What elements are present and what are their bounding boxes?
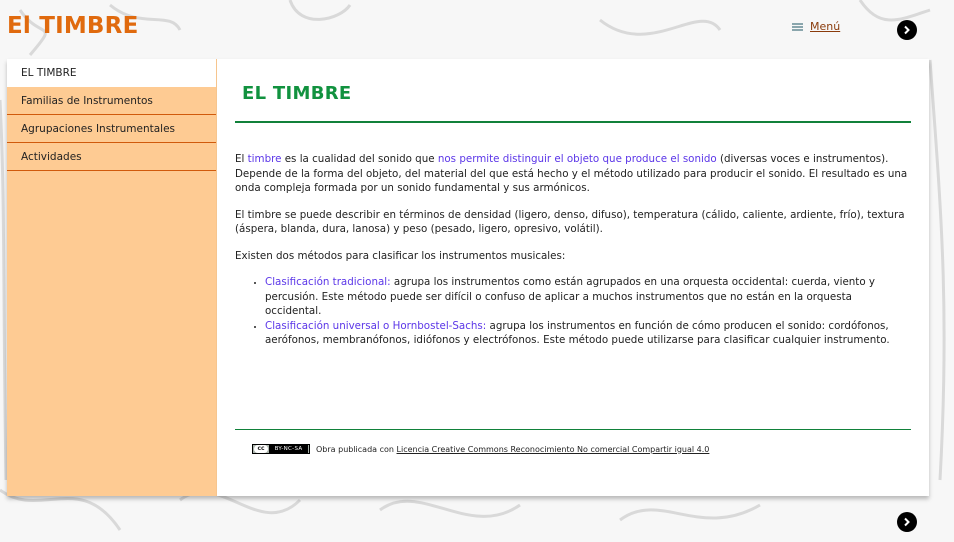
paragraph-description: El timbre se puede describir en términos de densidad (ligero, denso, difuso), temperatura (cálido, caliente, ardiente, frío), textura (áspera, blanda, dura, lanosa) y peso (pesado, ligero, opresivo, volátil).	[235, 208, 905, 235]
footer-divider	[235, 429, 911, 430]
cc-icon: cc	[254, 445, 268, 453]
sidebar-nav	[7, 59, 217, 496]
license-link[interactable]: Licencia Creative Commons Reconocimiento No comercial Compartir igual 4.0	[396, 444, 710, 454]
cc-license-badge[interactable]: cc BY-NC-SA	[252, 444, 310, 454]
classification-list	[265, 275, 911, 348]
sidebar-item-el-timbre[interactable]: EL TIMBRE	[7, 59, 216, 87]
main-content	[217, 59, 929, 496]
next-page-button-top[interactable]	[897, 20, 917, 40]
sidebar-item-familias[interactable]: Familias de Instrumentos	[7, 87, 216, 115]
link-clasificacion-universal[interactable]: Clasificación universal o Hornbostel-Sachs:	[265, 319, 487, 332]
chevron-right-icon	[902, 25, 912, 35]
paragraph-definition: El timbre es la cualidad del sonido que nos permite distinguir el objeto que produce el sonido (diversas voces e instrumentos). Depende de la forma del objeto, del material del que está hecho y el método utilizado para producir el sonido. El resultado es una onda compleja formada por un sonido fundamental y sus armónicos.	[235, 153, 908, 194]
sidebar-item-agrupaciones[interactable]: Agrupaciones Instrumentales	[7, 115, 216, 143]
menu-button[interactable]	[792, 20, 840, 33]
license-footer: cc BY-NC-SA Obra publicada con Licencia Creative Commons Reconocimiento No comercial Compartir igual 4.0	[252, 444, 709, 454]
page-container	[7, 59, 929, 496]
chevron-right-icon	[902, 517, 912, 527]
link-timbre[interactable]: timbre	[247, 153, 282, 165]
link-distinguir[interactable]: nos permite distinguir el objeto que produce el sonido	[437, 153, 717, 165]
next-page-button-bottom[interactable]	[897, 512, 917, 532]
site-title[interactable]: El TIMBRE	[7, 13, 139, 39]
sidebar-item-actividades[interactable]: Actividades	[7, 143, 216, 171]
hamburger-icon	[792, 23, 803, 31]
menu-label: Menú	[810, 20, 841, 33]
list-item: • Clasificación tradicional: agrupa los instrumentos como están agrupados en una orquesta occidental: cuerda, viento y percusión. Este método puede ser difícil o confuso de aplicar a muchos instrumentos que no están en la orquesta occidental.	[265, 275, 911, 319]
page-title: EL TIMBRE	[242, 83, 352, 104]
title-divider	[235, 121, 911, 123]
link-clasificacion-tradicional[interactable]: Clasificación tradicional:	[265, 276, 391, 288]
site-header	[0, 0, 954, 58]
article-body	[235, 152, 911, 348]
paragraph-methods: Existen dos métodos para clasificar los instrumentos musicales:	[235, 249, 566, 262]
list-item: • Clasificación universal o Hornbostel-Sachs: agrupa los instrumentos en función de cómo producen el sonido: cordófonos, aerófonos, membranófonos, idiófonos y electrófonos. Este método puede utilizarse para clasificar cualquier instrumento.	[265, 319, 911, 348]
